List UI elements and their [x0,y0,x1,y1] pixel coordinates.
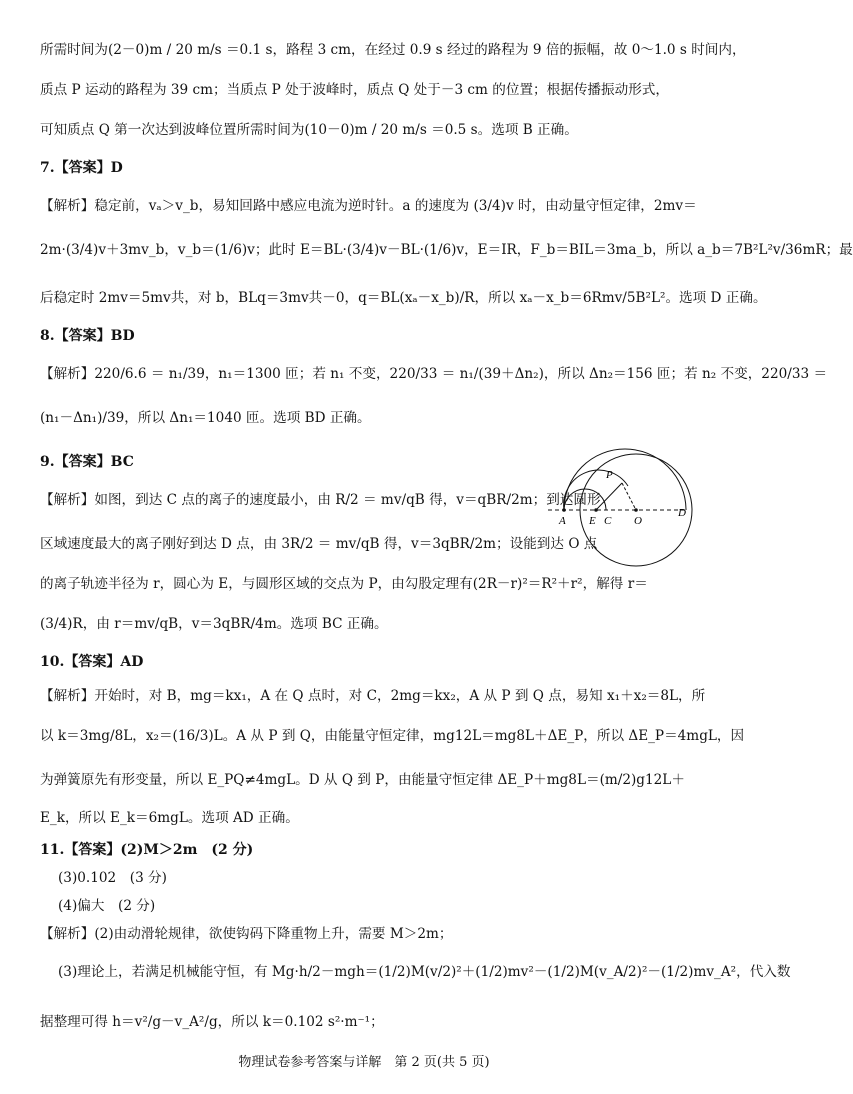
answer-heading-10: 10.【答案】AD [40,654,144,670]
page-footer: 物理试卷参考答案与详解 第 2 页(共 5 页) [238,1055,490,1070]
answer-heading-8: 8.【答案】BD [40,328,135,344]
text-line: 【解析】220/6.6 ＝ n₁/39，n₁＝1300 匝；若 n₁ 不变，220/33 ＝ n₁/(39＋Δn₂)，所以 Δn₂＝156 匝；若 n₂ 不变，220/33 ＝ [40,366,828,382]
point-a [562,508,566,512]
text-line: (3)0.102 (3 分) [58,870,167,886]
text-line: 所需时间为(2－0)m / 20 m/s ＝0.1 s，路程 3 cm，在经过 0.9 s 经过的路程为 9 倍的振幅，故 0～1.0 s 时间内， [40,42,746,58]
ion-trajectory-diagram [540,440,690,555]
label-o: O [634,515,642,527]
text-line: (n₁－Δn₁)/39，所以 Δn₁＝1040 匝。选项 BD 正确。 [40,410,371,426]
label-d: D [678,507,686,519]
text-line: (3/4)R，由 r＝mv/qB，v＝3qBR/4m。选项 BC 正确。 [40,616,388,632]
text-line: 【解析】(2)由动滑轮规律，欲使钩码下降重物上升，需要 M＞2m； [40,926,453,942]
radius-op [622,483,636,510]
text-line: 以 k＝3mg/8L，x₂＝(16/3)L。A 从 P 到 Q，由能量守恒定律，mg12L＝mg8L＋ΔE_P，所以 ΔE_P＝4mgL，因 [40,728,745,744]
text-line: 可知质点 Q 第一次达到波峰位置所需时间为(10－0)m / 20 m/s ＝0.5 s。选项 B 正确。 [40,122,578,138]
text-line: 【解析】如图，到达 C 点的离子的速度最小，由 R/2 ＝ mv/qB 得，v＝qBR/2m；到达圆形 [40,492,601,508]
text-line: (4)偏大 (2 分) [58,898,156,914]
point-o [634,508,638,512]
text-line: (3)理论上，若满足机械能守恒，有 Mg·h/2－mgh＝(1/2)M(v/2)²＋(1/2)mv²－(1/2)M(v_A/2)²－(1/2)mv_A²，代入数 [58,964,791,980]
text-line: 2m·(3/4)v＋3mv_b，v_b＝(1/6)v；此时 E＝BL·(3/4)v－BL·(1/6)v，E＝IR，F_b＝BIL＝3ma_b，所以 a_b＝7B²L²v/36mR；最 [40,242,853,258]
text-line: 的离子轨迹半径为 r，圆心为 E，与圆形区域的交点为 P，由勾股定理有(2R－r)²＝R²＋r²，解得 r＝ [40,576,648,592]
label-c: C [604,515,612,527]
text-line: 区域速度最大的离子刚好到达 D 点，由 3R/2 ＝ mv/qB 得，v＝3qBR/2m；设能到达 O 点 [40,536,598,552]
trajectory-max [564,449,686,510]
label-e: E [589,515,596,527]
text-line: 后稳定时 2mv＝5mv共，对 b，BLq＝3mv共－0，q＝BL(xₐ－x_b)/R，所以 xₐ－x_b＝6Rmv/5B²L²。选项 D 正确。 [40,290,767,306]
point-e [594,508,598,512]
text-line: 【解析】开始时，对 B，mg＝kx₁，A 在 Q 点时，对 C，2mg＝kx₂，A 从 P 到 Q 点，易知 x₁＋x₂＝8L，所 [40,688,706,704]
trajectory-to-p [564,470,628,510]
answer-heading-11: 11.【答案】(2)M＞2m (2 分) [40,842,254,858]
text-line: 据整理可得 h＝v²/g－v_A²/g，所以 k＝0.102 s²·m⁻¹； [40,1014,384,1030]
label-p: P [606,469,613,481]
label-a: A [559,515,566,527]
radius-ep [596,483,622,510]
answer-heading-9: 9.【答案】BC [40,454,134,470]
answer-heading-7: 7.【答案】D [40,160,123,176]
text-line: E_k，所以 E_k＝6mgL。选项 AD 正确。 [40,810,299,826]
text-line: 为弹簧原先有形变量，所以 E_PQ≠4mgL。D 从 Q 到 P，由能量守恒定律 ΔE_P＋mg8L＝(m/2)g12L＋ [40,772,685,788]
text-line: 【解析】稳定前，vₐ＞v_b，易知回路中感应电流为逆时针。a 的速度为 (3/4)v 时，由动量守恒定律，2mv＝ [40,198,697,214]
text-line: 质点 P 运动的路程为 39 cm；当质点 P 处于波峰时，质点 Q 处于－3 cm 的位置；根据传播振动形式， [40,82,669,98]
